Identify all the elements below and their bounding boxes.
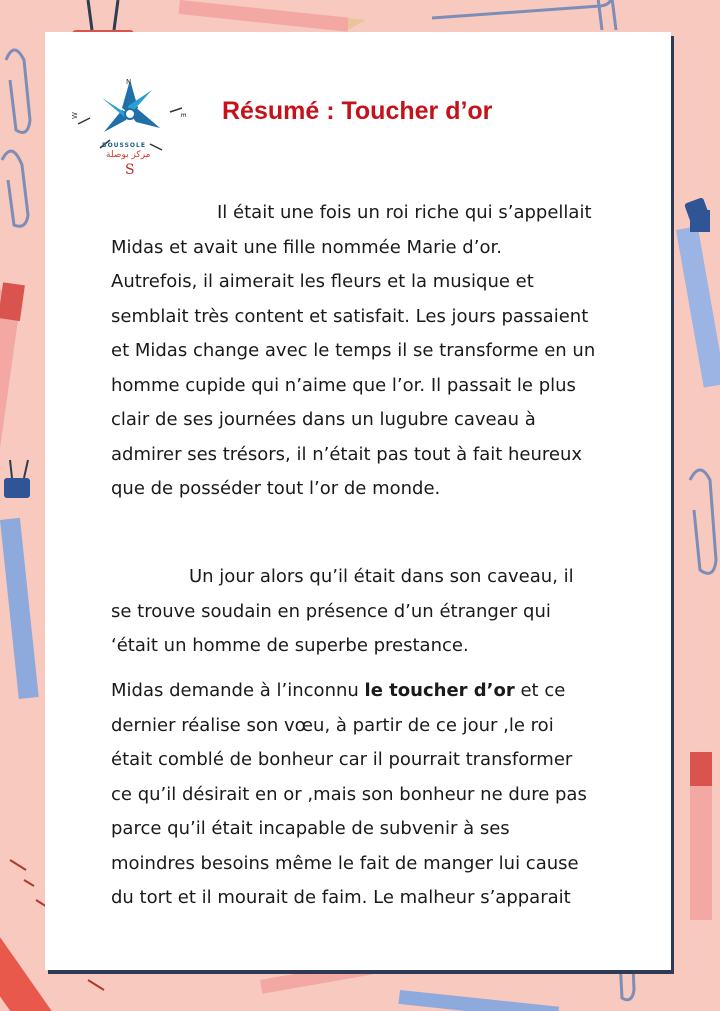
text-line: dernier réalise son vœu, à partir de ce jour ,le roi (111, 714, 554, 736)
text-line: et Midas change avec le temps il se transforme en un (111, 340, 596, 361)
logo-brand-text: BOUSSOLE (102, 142, 146, 149)
text-line: du tort et il mourait de faim. Le malheur s’apparait (111, 887, 571, 908)
text-line: Autrefois, il aimerait les fleurs et la musique et (111, 271, 534, 292)
text-line: que de posséder tout l’or de monde. (111, 478, 441, 499)
text-line: Midas et avait une fille nommée Marie d’or. (111, 236, 502, 258)
text-line: ce qu’il désirait en or ,mais son bonheur ne dure pas (111, 783, 587, 805)
text-line: admirer ses trésors, il n’était pas tout à fait heureux (111, 443, 583, 465)
text-segment: et ce (514, 680, 566, 701)
paragraph-1 (111, 196, 651, 507)
text-line: Il était une fois un roi riche qui s’appellait (217, 202, 592, 223)
paragraph-3 (111, 674, 651, 916)
text-line: se trouve soudain en présence d’un étranger qui (111, 600, 551, 622)
page-title: Résumé : Toucher d’or (222, 97, 493, 125)
compass-w-label: W (71, 112, 79, 119)
logo-letter: S (125, 162, 135, 178)
text-line: était comblé de bonheur car il pourrait transformer (111, 749, 573, 770)
compass-n-label: N (126, 78, 132, 86)
text-line: parce qu’il était incapable de subvenir à ses (111, 818, 510, 839)
logo-arabic-text: مركز بوصلة (106, 150, 151, 160)
compass-e-label: E (179, 113, 187, 118)
text-line: moindres besoins même le fait de manger lui cause (111, 852, 579, 874)
text-line: Un jour alors qu’il était dans son caveau, il (189, 566, 574, 587)
text-line: semblait très content et satisfait. Les jours passaient (111, 305, 589, 327)
compass-logo-icon (62, 72, 202, 152)
paragraph-2 (111, 560, 651, 664)
text-line: homme cupide qui n’aime que l’or. Il passait le plus (111, 374, 576, 396)
text-segment: Midas demande à l’inconnu (111, 680, 365, 701)
text-line: clair de ses journées dans un lugubre caveau à (111, 409, 536, 430)
text-line: ‘était un homme de superbe prestance. (111, 635, 469, 656)
text-line (111, 674, 651, 709)
logo (62, 72, 202, 188)
bold-phrase: le toucher d’or (364, 680, 515, 701)
